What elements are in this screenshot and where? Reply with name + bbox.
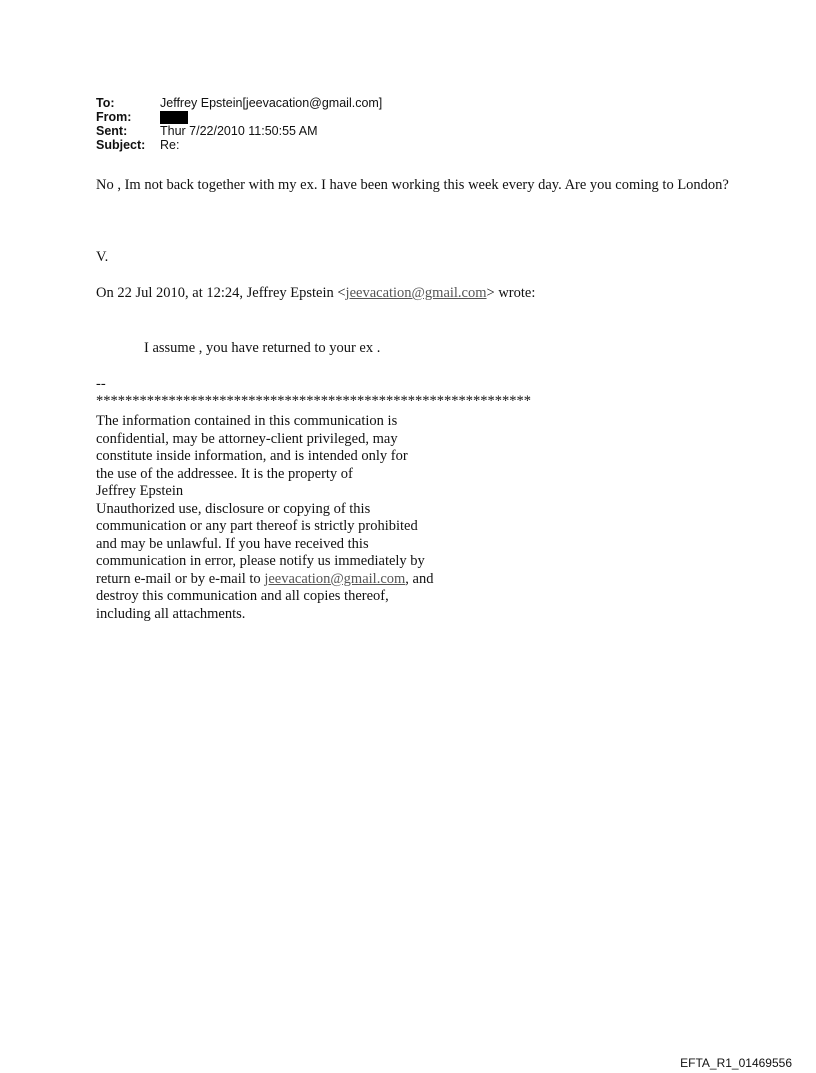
disclaimer-line: confidential, may be attorney-client privileged, may: [96, 430, 398, 447]
email-header: [96, 96, 382, 152]
disclaimer-line: The information contained in this communication is: [96, 413, 398, 429]
to-row: [96, 96, 382, 110]
from-label: From:: [96, 110, 132, 124]
subject-row: [96, 138, 382, 152]
from-row: [96, 110, 382, 124]
subject-label: Subject:: [96, 138, 146, 152]
disclaimer-line: Unauthorized use, disclosure or copying of this: [96, 500, 371, 517]
sent-label: Sent:: [96, 124, 128, 138]
disclaimer-line-prefix: return e-mail or by e-mail to: [96, 570, 265, 587]
separator-stars: ************************************************************: [96, 393, 531, 409]
quote-suffix: > wrote:: [486, 285, 536, 301]
sent-value: Thur 7/22/2010 11:50:55 AM: [160, 124, 318, 138]
disclaimer-line: the use of the addressee. It is the property of: [96, 465, 353, 482]
separator-dashes: --: [96, 376, 106, 392]
disclaimer-line-suffix: , and: [405, 570, 434, 587]
disclaimer-line: communication in error, please notify us immediately by: [96, 553, 425, 569]
disclaimer-line: communication or any part thereof is strictly prohibited: [96, 518, 418, 534]
disclaimer-line: and may be unlawful. If you have received this: [96, 535, 369, 552]
to-label: To:: [96, 96, 115, 110]
quote-prefix: On 22 Jul 2010, at 12:24, Jeffrey Epstein <: [96, 285, 346, 301]
quoted-text: I assume , you have returned to your ex .: [144, 340, 381, 356]
document-id: EFTA_R1_01469556: [680, 1056, 792, 1070]
disclaimer-line: [96, 571, 516, 589]
sent-row: [96, 124, 382, 138]
disclaimer-line: Jeffrey Epstein: [96, 483, 184, 499]
quote-intro: [96, 285, 535, 303]
disclaimer-line: including all attachments.: [96, 605, 246, 622]
quote-email-link[interactable]: jeevacation@gmail.com: [345, 285, 487, 301]
to-value: Jeffrey Epstein[jeevacation@gmail.com]: [160, 96, 383, 110]
disclaimer-email-link[interactable]: jeevacation@gmail.com: [264, 570, 406, 587]
message-body: No , Im not back together with my ex. I have been working this week every day. Are you coming to London?: [96, 177, 729, 193]
subject-value: Re:: [160, 138, 180, 152]
disclaimer-line: destroy this communication and all copies thereof,: [96, 588, 389, 604]
disclaimer: [96, 413, 516, 623]
signature: V.: [96, 249, 109, 265]
redaction-box: [160, 111, 188, 124]
disclaimer-line: constitute inside information, and is intended only for: [96, 448, 408, 464]
